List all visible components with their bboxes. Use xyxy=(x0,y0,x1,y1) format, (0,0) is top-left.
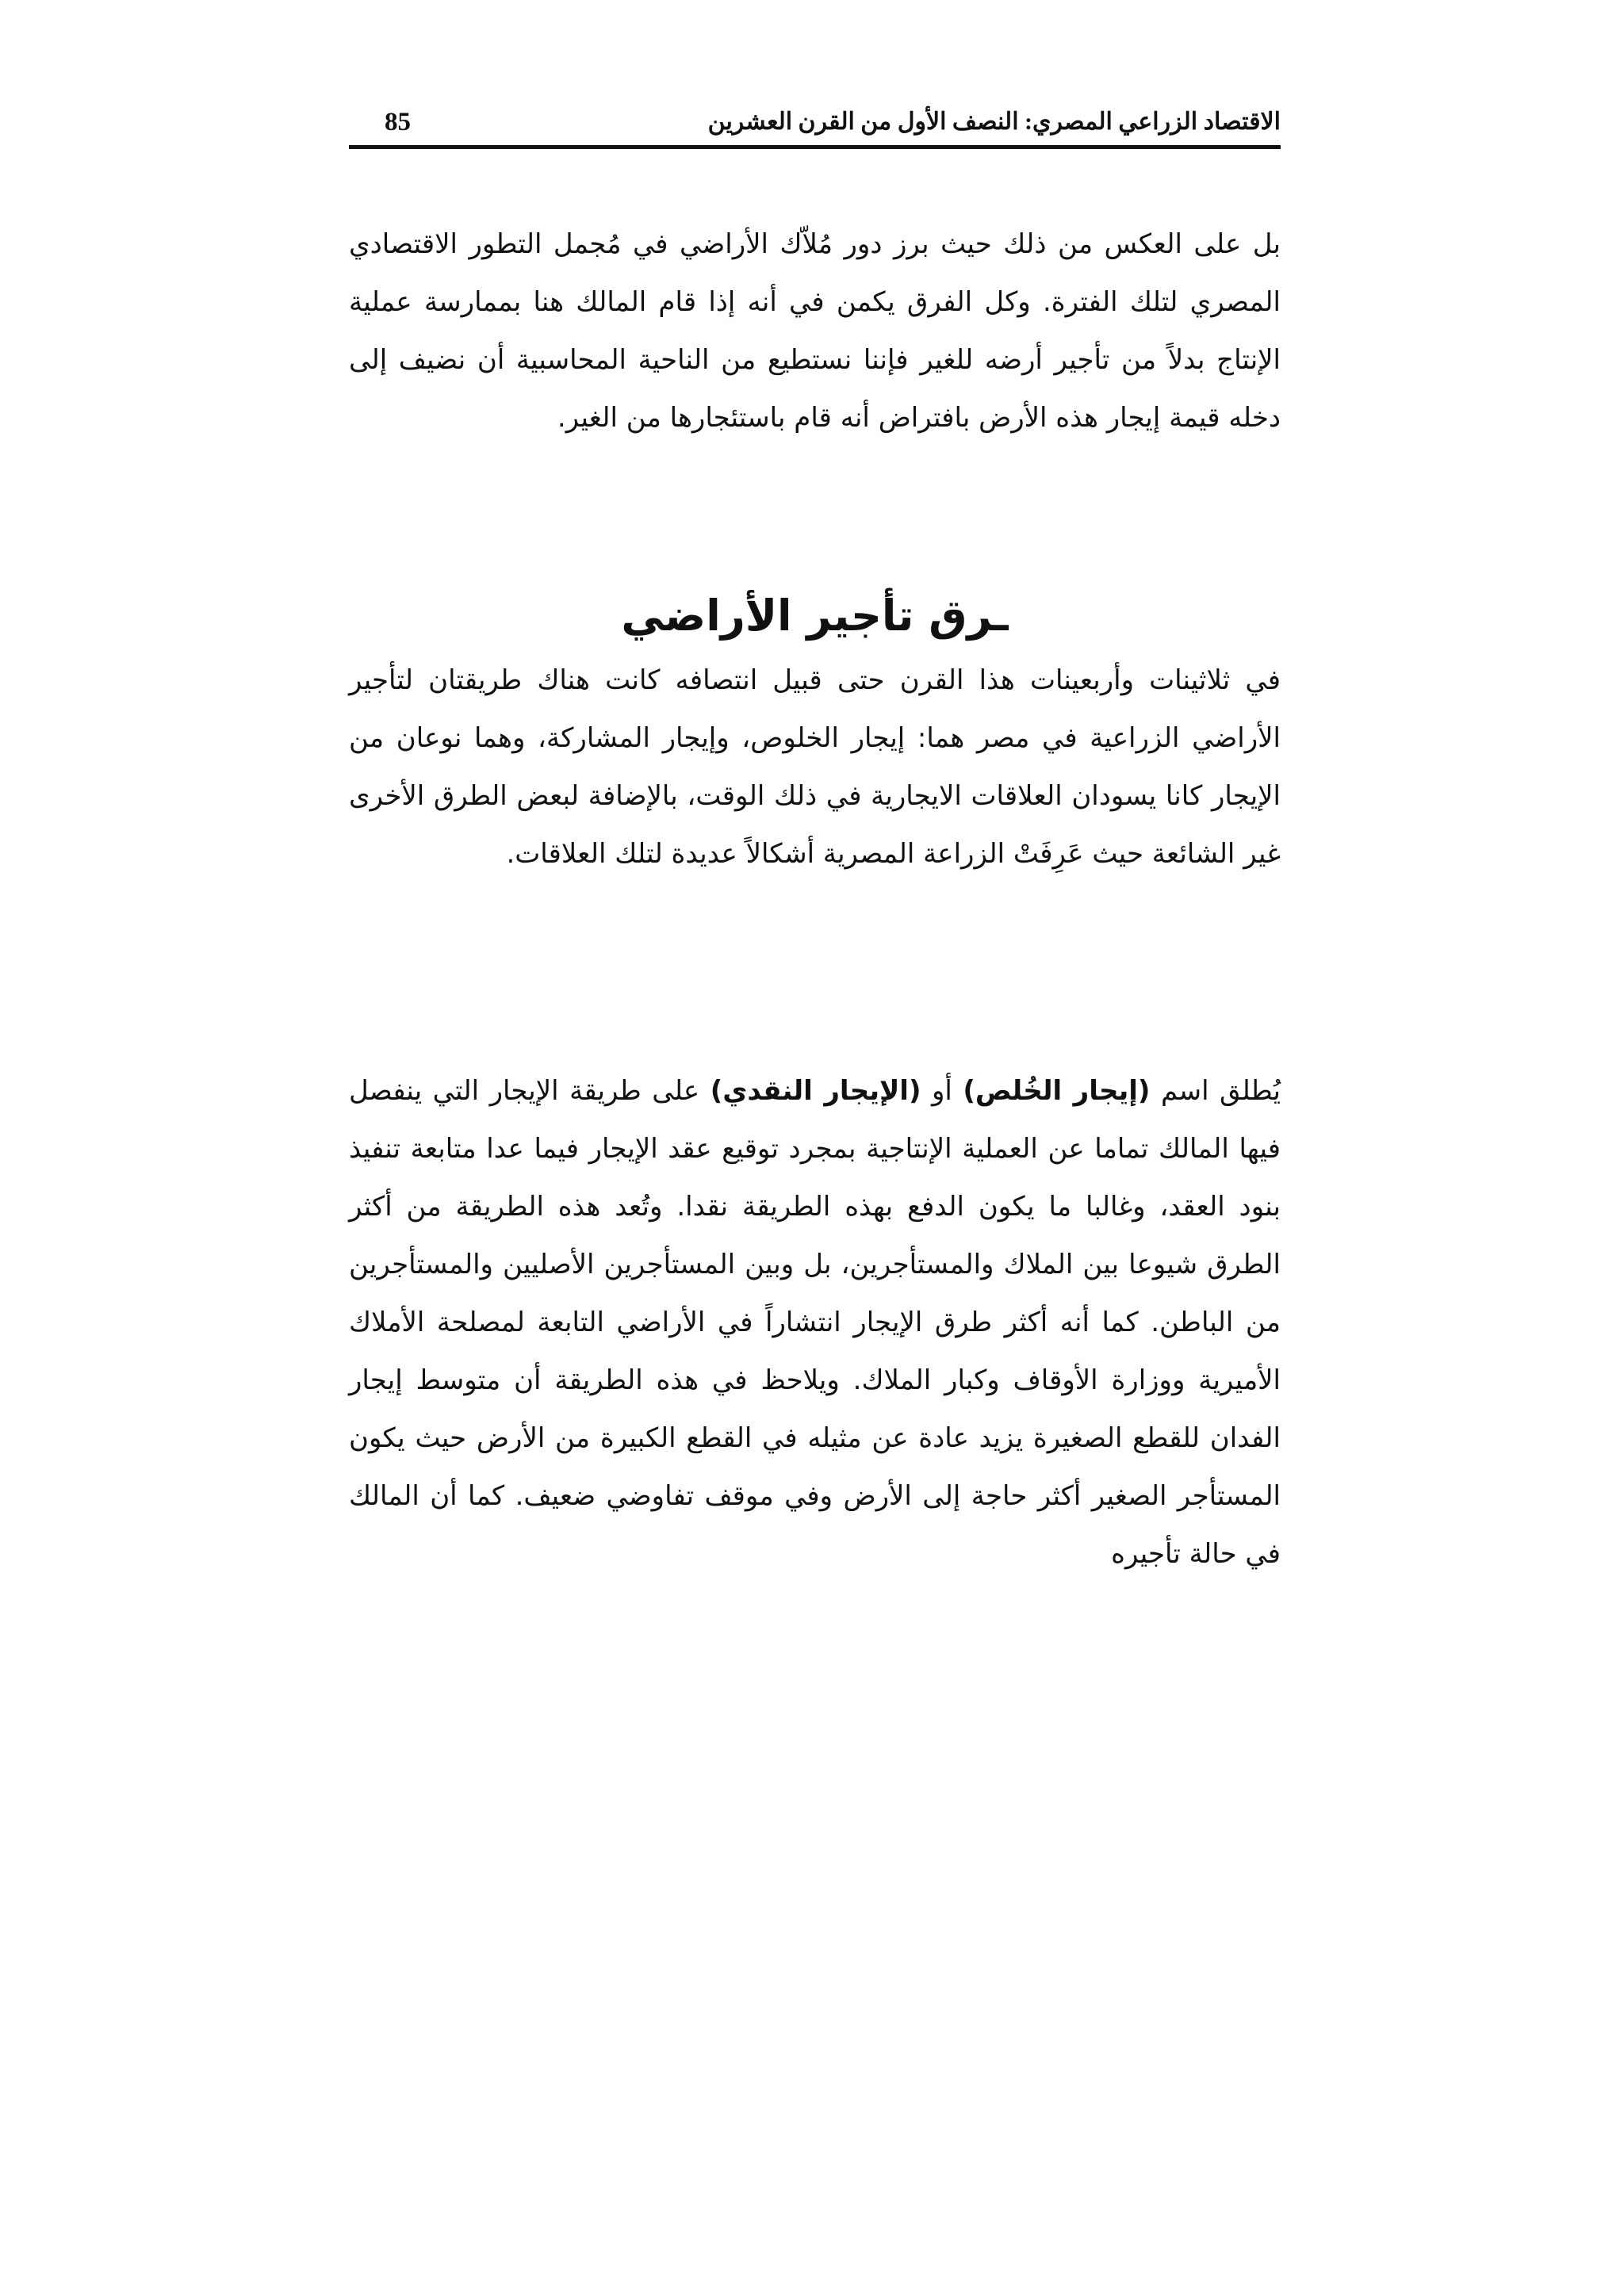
paragraph-cash-lease xyxy=(349,1062,1281,1583)
header-rule xyxy=(349,145,1281,149)
or-connector: أو xyxy=(932,1075,952,1107)
cash-lease-term: (إيجار الخُلص) xyxy=(963,1075,1151,1107)
book-title-header: الاقتصاد الزراعي المصري: النصف الأول من القرن العشرين xyxy=(707,109,1281,135)
cash-lease-lead-text: يُطلق اسم xyxy=(1160,1075,1281,1107)
paragraph-ownership-accounting: بل على العكس من ذلك حيث برز دور مُلاّك الأراضي في مُجمل التطور الاقتصادي المصري لتلك الفترة. وكل الفرق يكمن في أنه إذا قام المالك هنا بممارسة عملية الإنتاج بدلاً من تأجير أرضه للغير فإننا نستطيع من الناحية المحاسبية أن نضيف إلى دخله قيمة إيجار هذه الأرض بافتراض أنه قام باستئجارها من الغير. xyxy=(349,228,1281,434)
running-header xyxy=(349,103,1281,151)
paragraph-leasing-methods: في ثلاثينات وأربعينات هذا القرن حتى قبيل انتصافه كانت هناك طريقتان لتأجير الأراضي الزراعية في مصر هما: إيجار الخلوص، وإيجار المشاركة، وهما نوعان من الإيجار كانا يسودان العلاقات الايجارية في ذلك الوقت، بالإضافة لبعض الطرق الأخرى غير الشائعة حيث عَرِفَتْ الزراعة المصرية أشكالاً عديدة لتلك العلاقات. xyxy=(349,664,1281,870)
page-number: 85 xyxy=(385,108,411,136)
section-heading-land-leasing-methods: ـرق تأجير الأراضي xyxy=(621,591,1009,641)
monetary-lease-term: (الإيجار النقدي) xyxy=(710,1075,921,1107)
cash-lease-body-text: على طريقة الإيجار التي ينفصل فيها المالك تماما عن العملية الإنتاجية بمجرد توقيع عقد الإيجار فيما عدا متابعة تنفيذ بنود العقد، وغالبا ما يكون الدفع بهذه الطريقة نقدا. وتُعد هذه الطريقة من أكثر الطرق شيوعا بين الملاك والمستأجرين، بل وبين المستأجرين الأصليين والمستأجرين من الباطن. كما أنه أكثر طرق الإيجار انتشاراً في الأراضي التابعة لمصلحة الأملاك الأميرية ووزارة الأوقاف وكبار الملاك. ويلاحظ في هذه الطريقة أن متوسط إيجار الفدان للقطع الصغيرة يزيد عادة عن مثيله في القطع الكبيرة من الأرض حيث يكون المستأجر الصغير أكثر حاجة إلى الأرض وفي موقف تفاوضي ضعيف. كما أن المالك في حالة تأجيره xyxy=(349,1075,1281,1570)
